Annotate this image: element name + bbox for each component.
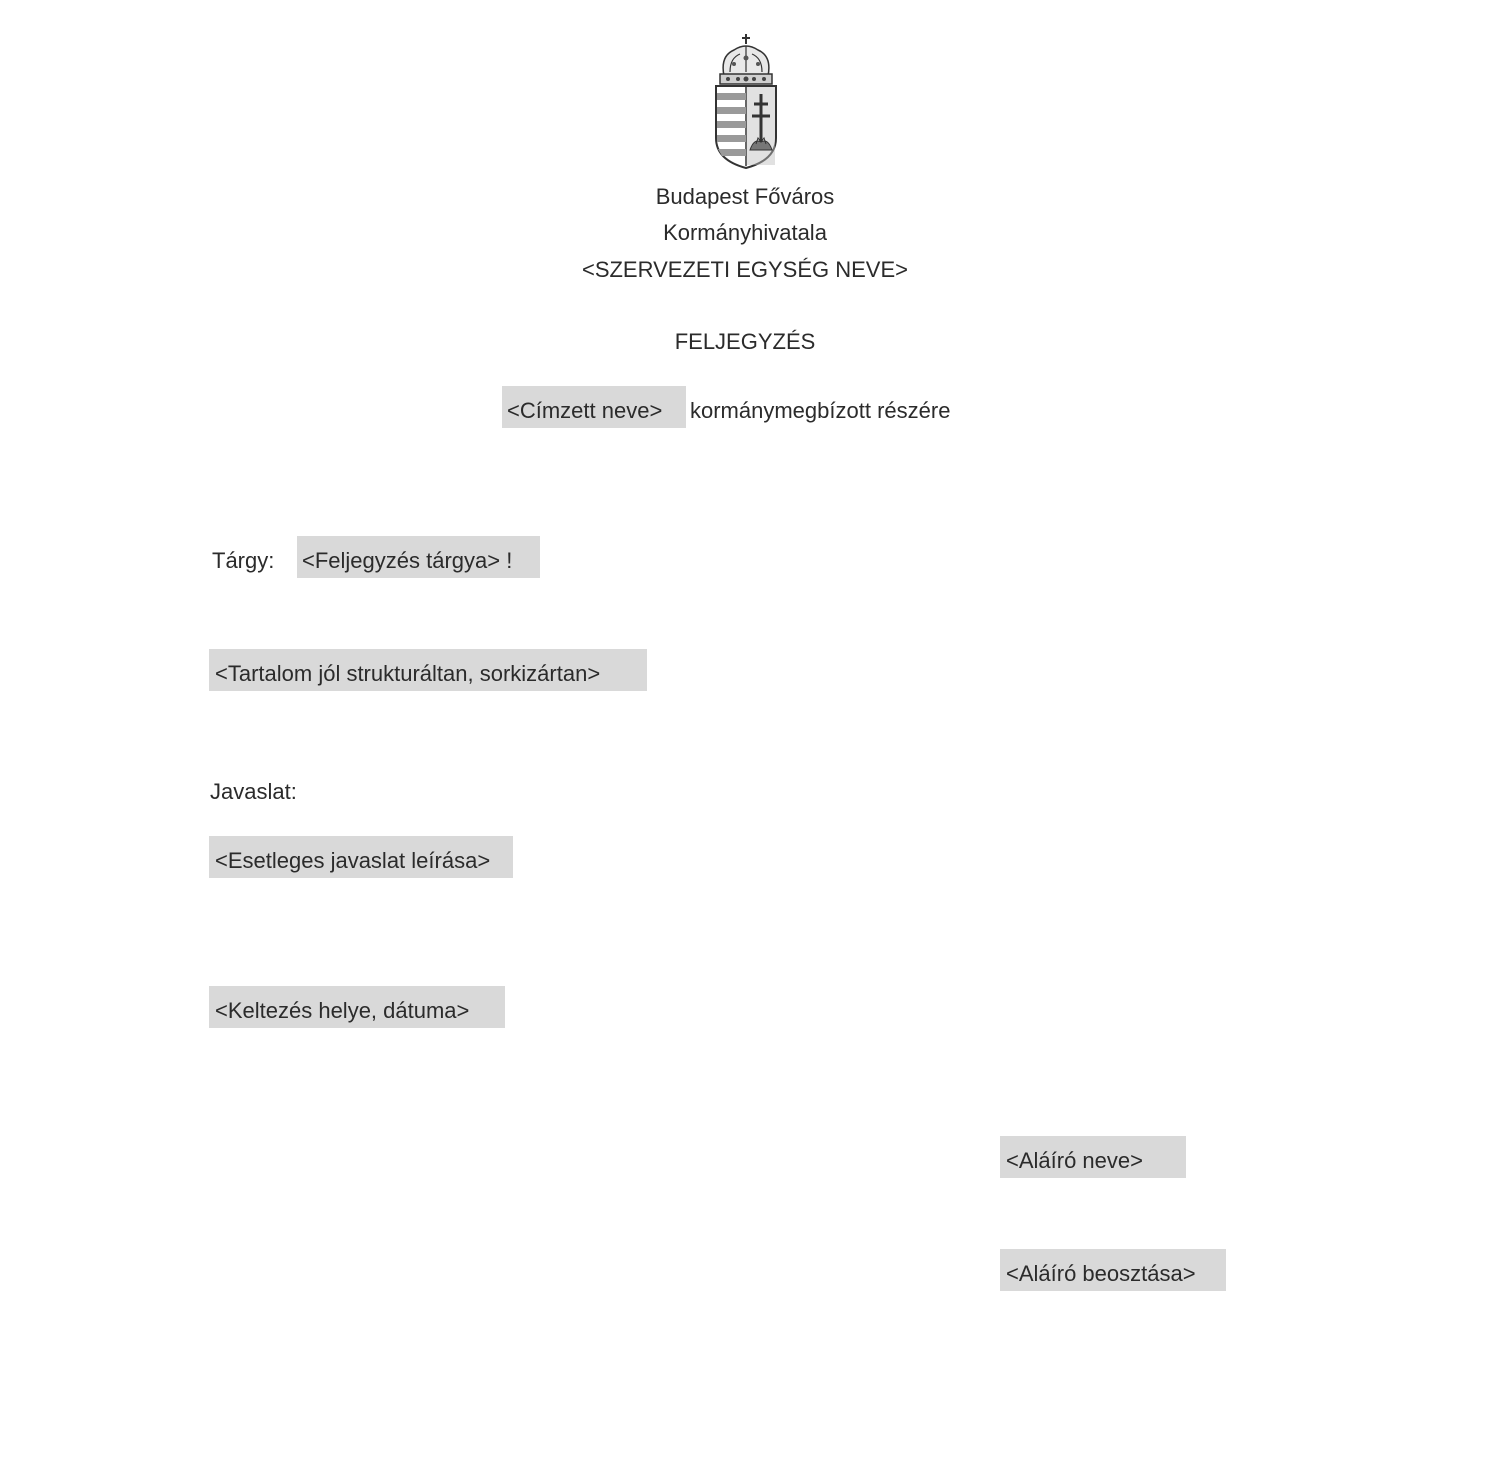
organizational-unit-placeholder: <SZERVEZETI EGYSÉG NEVE> [581, 257, 909, 282]
organization-name-line1: Budapest Főváros [655, 184, 835, 209]
subject-label: Tárgy: [212, 548, 275, 573]
recipient-name-field[interactable]: <Címzett neve> [502, 386, 686, 428]
organization-name-line2: Kormányhivatala [663, 220, 827, 245]
coat-of-arms-icon [710, 32, 782, 170]
date-place-field[interactable]: <Keltezés helye, dátuma> [209, 986, 505, 1028]
recipient-suffix: kormánymegbízott részére [690, 398, 951, 423]
document-title: FELJEGYZÉS [674, 329, 816, 354]
signer-title-field[interactable]: <Aláíró beosztása> [1000, 1249, 1226, 1291]
content-field[interactable]: <Tartalom jól strukturáltan, sorkizártan> [209, 649, 647, 691]
proposal-label: Javaslat: [210, 779, 297, 804]
subject-field[interactable]: <Feljegyzés tárgya> ! [297, 536, 540, 578]
proposal-field[interactable]: <Esetleges javaslat leírása> [209, 836, 513, 878]
signer-name-field[interactable]: <Aláíró neve> [1000, 1136, 1186, 1178]
